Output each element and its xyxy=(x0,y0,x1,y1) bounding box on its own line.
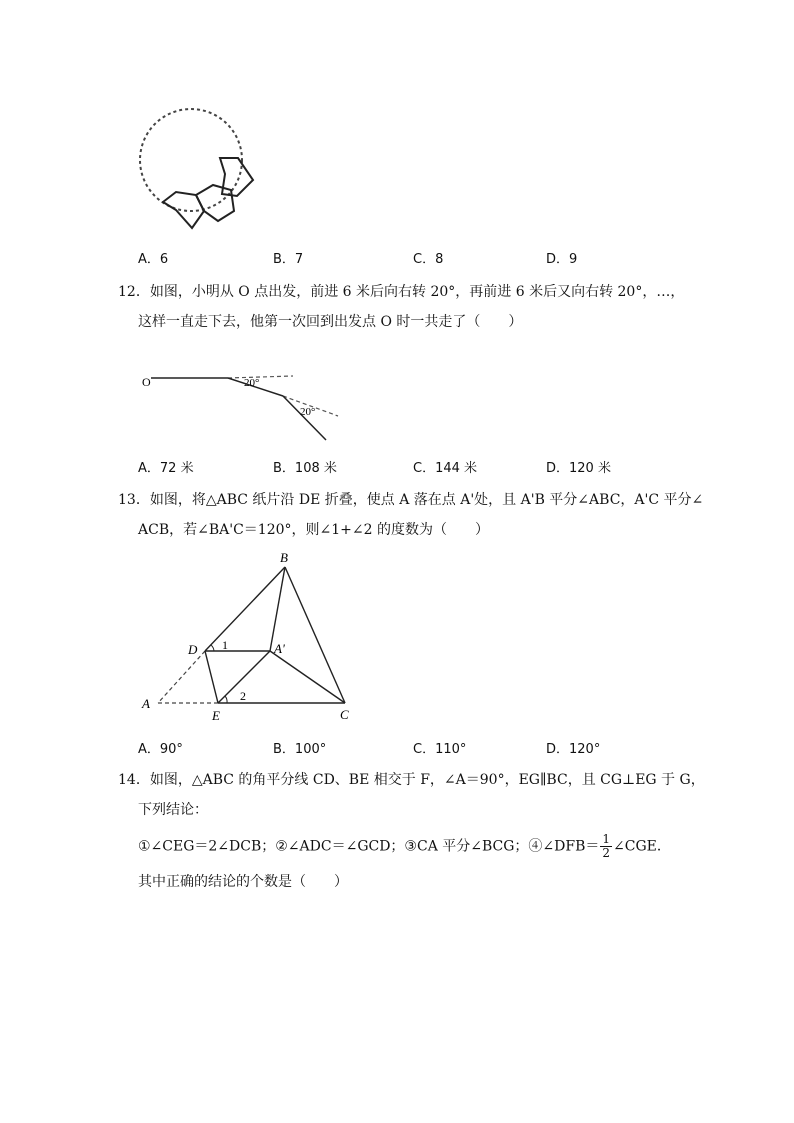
q14-conclusions xyxy=(138,833,671,860)
angle-label-1: 20° xyxy=(244,377,260,389)
one-half-fraction xyxy=(600,833,612,860)
point-o-label: O xyxy=(142,375,151,389)
q11-option-a: A．6 xyxy=(138,252,169,267)
fold-de xyxy=(205,651,218,703)
q14-stem-line1: 14．如图，△ABC 的角平分线 CD、BE 相交于 F，∠A＝90°，EG∥BC，且 CG⊥EG 于 G， xyxy=(118,772,705,788)
fraction-denominator: 2 xyxy=(602,846,611,860)
q12-option-c: C．144 米 xyxy=(413,461,478,476)
q12-stem-line2: 这样一直走下去，他第一次回到出发点 O 时一共走了（ ） xyxy=(138,314,523,330)
vertex-a1-label: A' xyxy=(274,641,285,656)
dashed-da xyxy=(158,651,205,703)
q12-option-d: D．120 米 xyxy=(546,461,611,476)
vertex-d-label: D xyxy=(188,642,198,657)
vertex-a-label: A xyxy=(142,696,150,711)
q13-option-d: D．120° xyxy=(546,742,601,757)
q12-option-a: A．72 米 xyxy=(138,461,194,476)
q11-option-c: C．8 xyxy=(413,252,444,267)
q14-conclusions-part1: ①∠CEG＝2∠DCB；②∠ADC＝∠GCD；③CA 平分∠BCG；④∠DFB＝ xyxy=(138,838,600,855)
q14-question-line: 其中正确的结论的个数是（ ） xyxy=(138,874,348,890)
side-bd xyxy=(205,567,285,651)
fraction-numerator: 1 xyxy=(602,832,611,846)
q13-fold-figure xyxy=(130,545,370,730)
vertex-c-label: C xyxy=(340,707,349,722)
angle-label-2: 20° xyxy=(300,406,316,418)
angle-1-label: 1 xyxy=(222,638,228,652)
q13-stem-line2: ACB，若∠BA'C＝120°，则∠1+∠2 的度数为（ ） xyxy=(138,522,489,538)
q12-option-b: B．108 米 xyxy=(273,461,337,476)
q13-option-a: A．90° xyxy=(138,742,183,757)
q14-stem-line2: 下列结论： xyxy=(138,802,208,818)
dashed-extension-1 xyxy=(228,376,293,378)
angle-1-arc xyxy=(211,645,214,651)
q11-option-d: D．9 xyxy=(546,252,578,267)
segment-3 xyxy=(283,396,326,440)
vertex-b-label: B xyxy=(280,550,288,565)
pentagon-3 xyxy=(220,158,253,196)
angle-2-label: 2 xyxy=(240,689,246,703)
q13-option-c: C．110° xyxy=(413,742,467,757)
q11-pentagon-figure xyxy=(130,98,270,238)
q13-stem-line1: 13．如图，将△ABC 纸片沿 DE 折叠，使点 A 落在点 A'处，且 A'B 平分∠ABC，A'C 平分∠ xyxy=(118,492,704,508)
vertex-e-label: E xyxy=(212,708,220,723)
q12-walk-figure xyxy=(138,366,348,446)
q11-option-b: B．7 xyxy=(273,252,304,267)
q12-stem-line1: 12．如图，小明从 O 点出发，前进 6 米后向右转 20°，再前进 6 米后又向右转 20°，…， xyxy=(118,284,685,300)
dashed-circle xyxy=(140,109,242,211)
q14-conclusions-part2: ∠CGE． xyxy=(613,838,671,855)
angle-2-arc xyxy=(225,696,227,703)
q13-option-b: B．100° xyxy=(273,742,327,757)
